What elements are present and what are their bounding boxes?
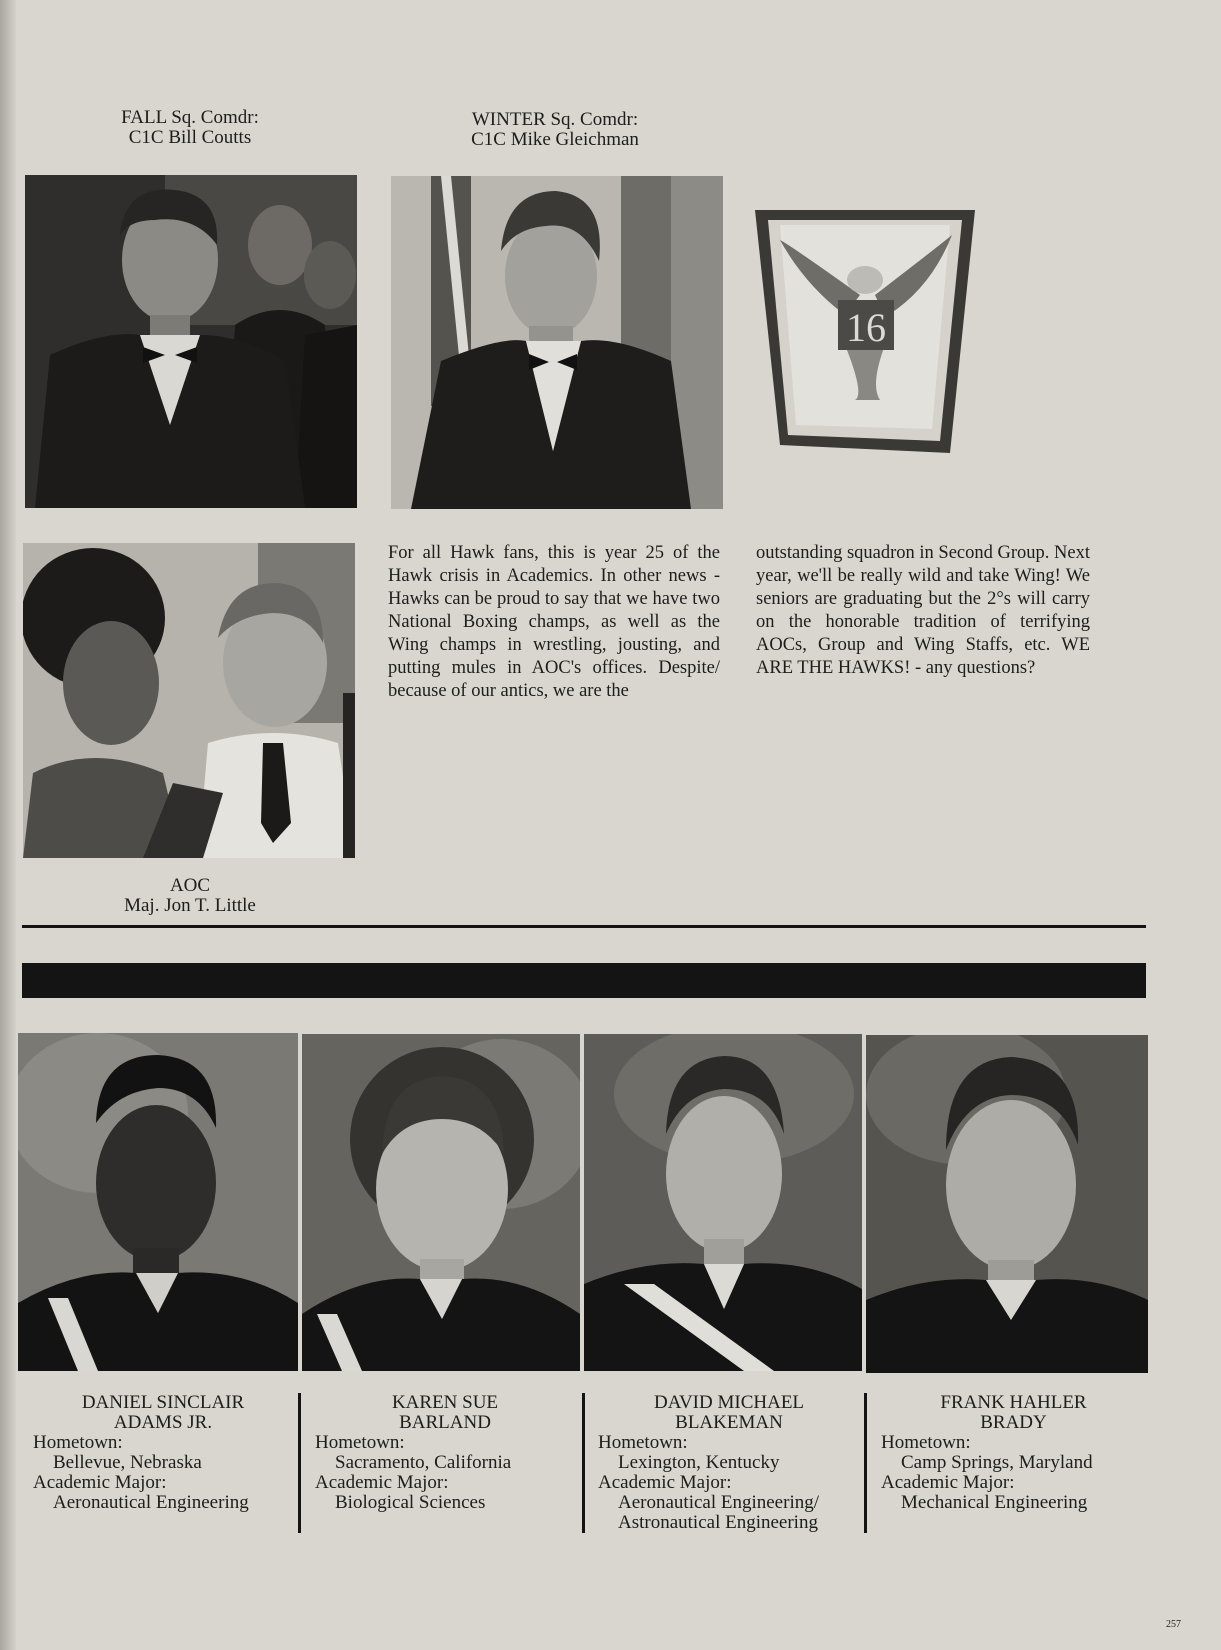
major-label: Academic Major: (33, 1472, 167, 1493)
winter-commander-name: C1C Mike Gleichman (471, 129, 639, 150)
bio-divider-1 (298, 1393, 301, 1533)
hometown-label: Hometown: (598, 1432, 688, 1453)
winter-commander-photo (391, 176, 723, 509)
hometown-label: Hometown: (881, 1432, 971, 1453)
senior-name-line2: BARLAND (399, 1412, 491, 1433)
major-value: Aeronautical Engineering (53, 1492, 249, 1513)
fall-commander-photo (25, 175, 357, 508)
senior-name-line1: DANIEL SINCLAIR (81, 1392, 245, 1413)
aoc-caption (90, 876, 290, 916)
winter-commander-title: WINTER Sq. Comdr: (471, 109, 639, 130)
major-label: Academic Major: (881, 1472, 1015, 1493)
senior-portrait-barland (302, 1034, 580, 1371)
bio-divider-2 (582, 1393, 585, 1533)
hometown-value: Camp Springs, Maryland (901, 1452, 1093, 1473)
senior-name-line2: BLAKEMAN (675, 1412, 783, 1433)
senior-bio-barland (315, 1393, 575, 1513)
section-divider (22, 925, 1146, 928)
senior-name-line2: BRADY (980, 1412, 1047, 1433)
hometown-label: Hometown: (33, 1432, 123, 1453)
senior-name-line2: ADAMS JR. (113, 1412, 213, 1433)
hometown-label: Hometown: (315, 1432, 405, 1453)
patch-number: 16 (846, 305, 886, 350)
senior-bio-blakeman (598, 1393, 860, 1533)
hometown-value: Sacramento, California (335, 1452, 512, 1473)
major-label: Academic Major: (315, 1472, 449, 1493)
fall-commander-title: FALL Sq. Comdr: (121, 107, 259, 128)
senior-name-line1: KAREN SUE (391, 1392, 499, 1413)
fall-commander-name: C1C Bill Coutts (128, 127, 252, 148)
major-value: Aeronautical Engineering/ (618, 1492, 820, 1513)
winter-commander-caption (415, 110, 695, 150)
senior-portrait-adams (18, 1033, 298, 1371)
senior-portrait-blakeman (584, 1034, 862, 1371)
senior-name-line1: DAVID MICHAEL (653, 1392, 805, 1413)
story-column-1: For all Hawk fans, this is year 25 of the Hawk crisis in Academics. In other news - Hawks can be proud to say that we have two National Boxing champs, as well as the Wing champs in wrestling, jousting, and putting mules in AOC's offices. Despite/ because of our antics, we are the (388, 543, 720, 701)
hometown-value: Lexington, Kentucky (618, 1452, 780, 1473)
senior-bio-adams (33, 1393, 293, 1513)
aoc-name: Maj. Jon T. Little (124, 895, 256, 916)
hometown-value: Bellevue, Nebraska (53, 1452, 202, 1473)
senior-portrait-brady (866, 1035, 1148, 1373)
page-number: 257 (1166, 1619, 1181, 1630)
page-edge-shadow (0, 0, 16, 1650)
bio-divider-3 (864, 1393, 867, 1533)
major-label: Academic Major: (598, 1472, 732, 1493)
aoc-photo (23, 543, 355, 858)
squadron-patch (750, 205, 980, 455)
senior-bio-brady (881, 1393, 1146, 1513)
section-banner (22, 963, 1146, 998)
aoc-title: AOC (169, 875, 211, 896)
major-value: Mechanical Engineering (901, 1492, 1088, 1513)
major-value-line2: Astronautical Engineering (618, 1512, 818, 1533)
senior-name-line1: FRANK HAHLER (940, 1392, 1087, 1413)
fall-commander-caption (70, 108, 310, 148)
major-value: Biological Sciences (335, 1492, 486, 1513)
story-column-2: outstanding squadron in Second Group. Next year, we'll be really wild and take Wing! We seniors are graduating but the 2°s will carry on the honorable tradition of terrifying AOCs, Group and Wing Staffs, etc. WE ARE THE HAWKS! - any questions? (756, 543, 1090, 678)
